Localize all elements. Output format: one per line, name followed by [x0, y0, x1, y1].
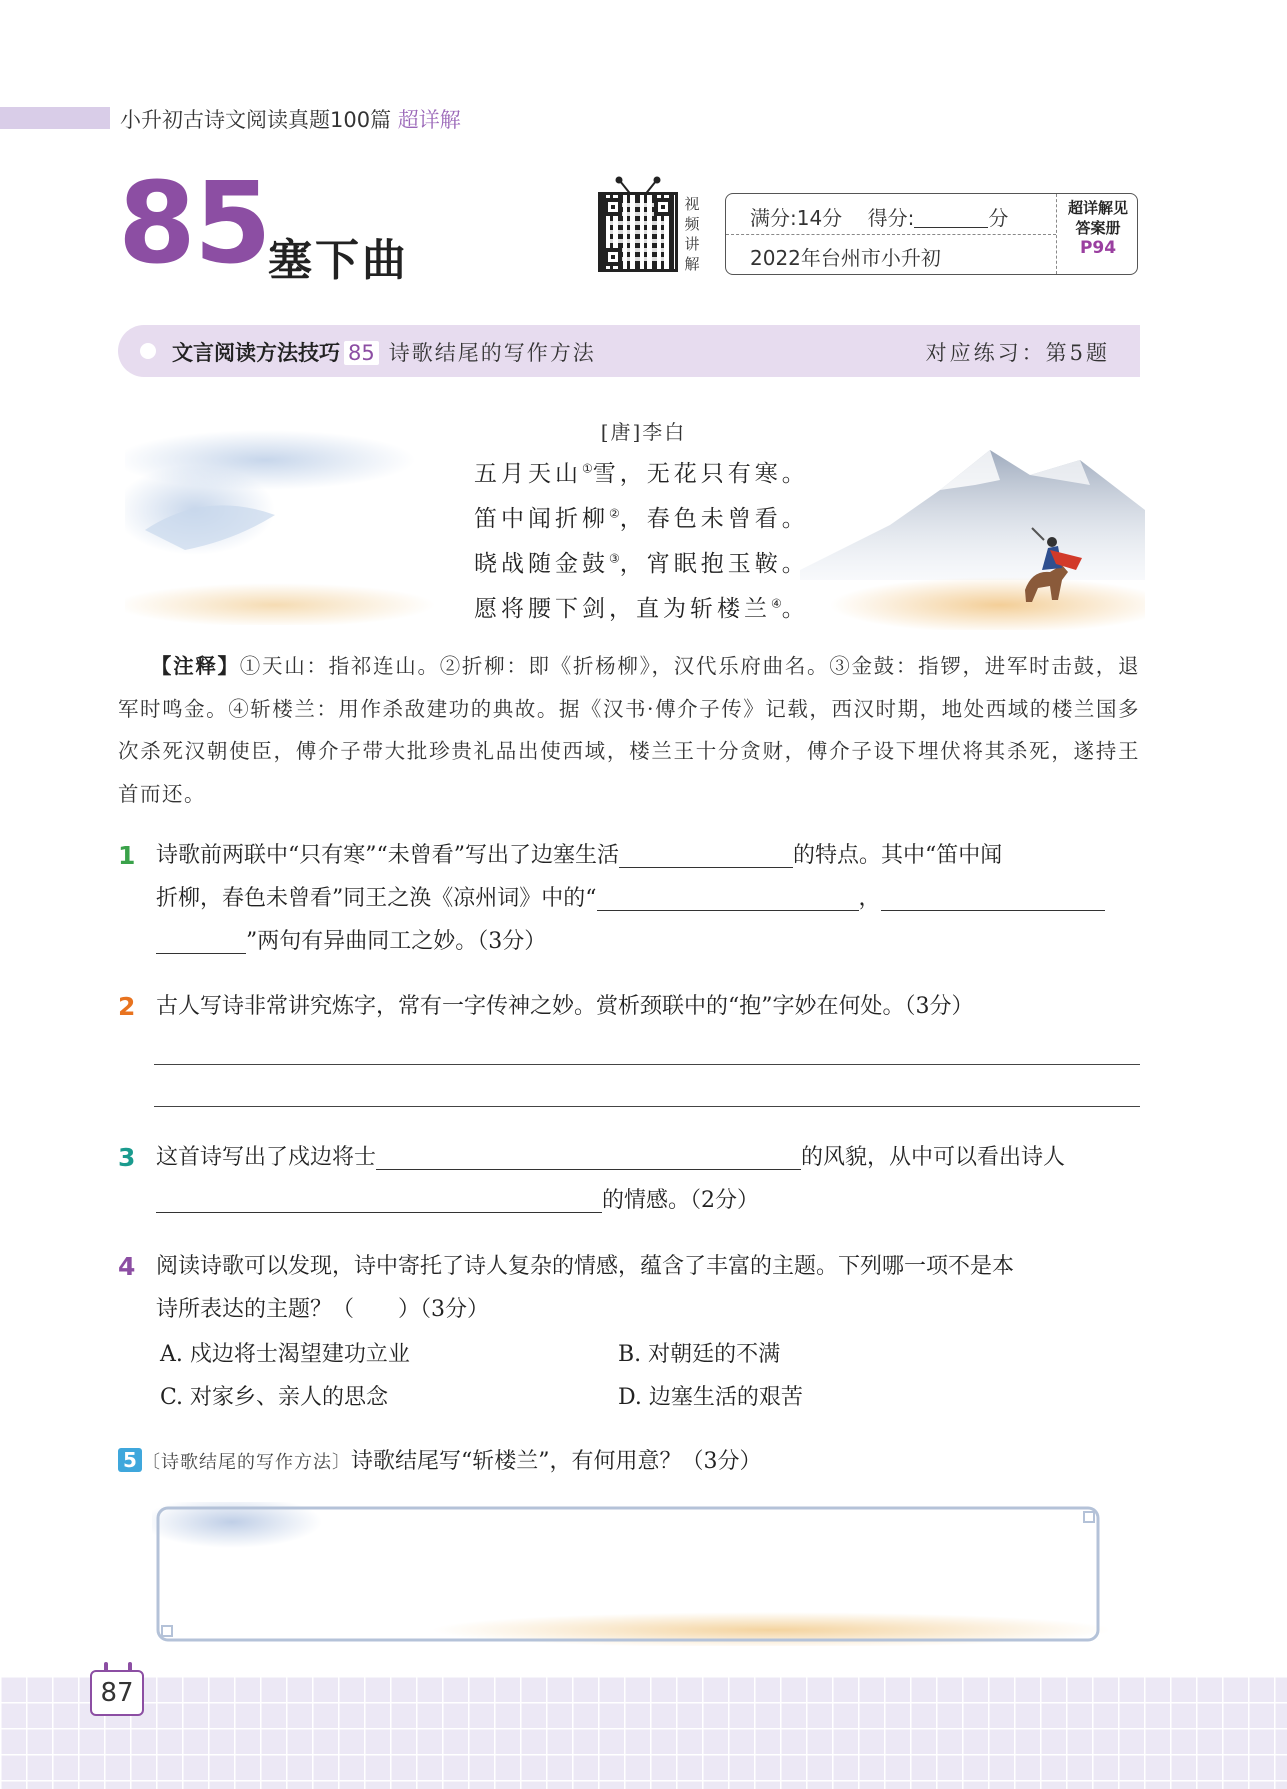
poem-line: 晓战随金鼓③，宵眠抱玉鞍。: [474, 551, 809, 577]
full-score: 满分:14分: [750, 206, 843, 230]
clouds-illustration: [125, 420, 435, 625]
score-blank[interactable]: [914, 209, 988, 228]
qr-label: 视 频 讲 解: [684, 195, 700, 273]
poem-line: 五月天山①雪，无花只有寒。: [474, 461, 809, 487]
answer-blank[interactable]: [156, 1186, 602, 1213]
question-2: 2 古人写诗非常讲究炼字，常有一字传神之妙。赏析颈联中的“抱”字妙在何处。（3分）: [118, 985, 1140, 1028]
footnote-marker: ④: [771, 596, 782, 611]
question-tag: 〔诗歌结尾的写作方法〕: [142, 1452, 351, 1473]
answer-blank[interactable]: [156, 927, 246, 954]
question-number: 4: [118, 1252, 136, 1281]
notes-text: ①天山：指祁连山。②折柳：即《折杨柳》，汉代乐府曲名。③金鼓：指锣，进军时击鼓，退军时鸣金。④斩楼兰：用作杀敌建功的典故。据《汉书·傅介子传》记载，西汉时期，地处西域的楼兰国多次杀死汉朝使臣，傅介子带大批珍贵礼品出使西域，楼兰王十分贪财，傅介子设下埋伏将其杀死，遂持王首而还。: [118, 654, 1141, 806]
answer-page: P94: [1079, 238, 1117, 258]
book-title-highlight: 超详解: [397, 108, 461, 132]
question-3: 3 这首诗写出了戍边将士 的风貌，从中可以看出诗人 的情感。（2分）: [118, 1136, 1140, 1222]
method-banner: [118, 325, 1140, 377]
option-d[interactable]: D. 边塞生活的艰苦: [618, 1385, 803, 1410]
method-practice-ref: 对应练习：第5题: [925, 341, 1110, 365]
answer-blank[interactable]: [619, 841, 793, 868]
lesson-number: 85: [118, 159, 270, 289]
question-number-badge: 5: [118, 1448, 142, 1472]
score-box: [725, 193, 1138, 275]
answer-box[interactable]: [152, 1502, 1108, 1646]
score-label: 得分:: [867, 206, 915, 230]
answer-blank[interactable]: [597, 884, 859, 911]
option-c[interactable]: C. 对家乡、亲人的思念: [160, 1385, 389, 1410]
question-number: 2: [118, 992, 136, 1021]
footer-grid: [0, 1676, 1287, 1789]
book-title-text: 小升初古诗文阅读真题100篇: [120, 108, 392, 132]
answer-blank[interactable]: [376, 1143, 801, 1170]
bullet-dot-icon: [140, 343, 156, 359]
book-title: [120, 104, 461, 134]
option-a[interactable]: A. 戍边将士渴望建功立业: [160, 1342, 410, 1367]
question-5: 5 〔诗歌结尾的写作方法〕诗歌结尾写“斩楼兰”，有何用意？（3分）: [118, 1440, 1140, 1484]
poem-notes: [118, 645, 1140, 815]
question-4: 4 阅读诗歌可以发现，诗中寄托了诗人复杂的情感，蕴含了丰富的主题。下列哪一项不是本 诗所表达的主题？（ ）（3分）: [118, 1245, 1140, 1331]
page-number: 87: [90, 1670, 144, 1716]
question-1: 1 诗歌前两联中“只有寒”“未曾看”写出了边塞生活 的特点。其中“笛中闻 折柳，春色未曾看”同王之涣《凉州词》中的“ ， ”两句有异曲同工之妙。（3分）: [118, 834, 1140, 963]
answer-line[interactable]: [154, 1064, 1140, 1065]
poem-line: 笛中闻折柳②，春色未曾看。: [474, 506, 809, 532]
poem-line: 愿将腰下剑，直为斩楼兰④。: [474, 596, 809, 622]
method-topic: 诗歌结尾的写作方法: [388, 341, 596, 365]
method-number: 85: [344, 341, 379, 365]
notes-tag: 【注释】: [150, 654, 240, 678]
footnote-marker: ①: [582, 461, 593, 476]
mountain-rider-illustration: [800, 430, 1145, 630]
option-b[interactable]: B. 对朝廷的不满: [618, 1342, 781, 1367]
score-unit: 分: [988, 206, 1009, 230]
footnote-marker: ②: [609, 506, 620, 521]
exam-source: 2022年台州市小升初: [750, 246, 941, 270]
method-label: 文言阅读方法技巧: [172, 341, 340, 365]
footnote-marker: ③: [609, 551, 620, 566]
score-line: [750, 202, 1008, 231]
answer-line[interactable]: [154, 1106, 1140, 1107]
lesson-title: 塞下曲: [268, 235, 409, 286]
answer-blank[interactable]: [881, 884, 1105, 911]
answer-reference: 超详解见 答案册 P94: [1058, 198, 1138, 258]
header-accent-bar: [0, 107, 110, 129]
qr-code[interactable]: [598, 192, 678, 272]
question-number: 3: [118, 1143, 136, 1172]
question-number: 1: [118, 841, 136, 870]
poem-author: [唐]李白: [600, 420, 687, 444]
